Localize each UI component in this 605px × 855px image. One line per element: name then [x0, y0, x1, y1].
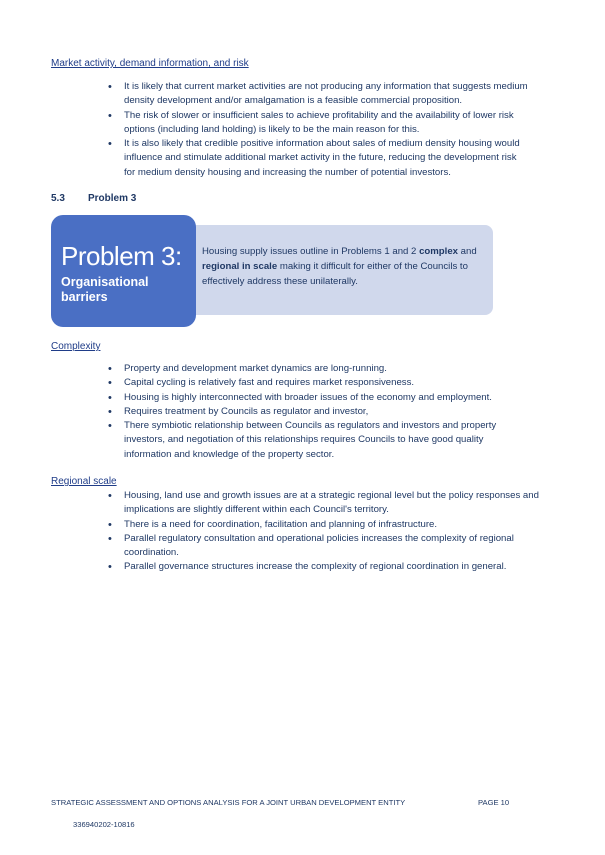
callout-text — [202, 244, 487, 289]
callout-text-part: Housing supply issues outline in Problems 1 and 2 — [202, 246, 420, 257]
section-label: Problem 3 — [88, 193, 137, 204]
callout-subtitle: Organisational barriers — [61, 275, 149, 304]
list-item: • Parallel regulatory consultation and operational policies increases the complexity of regional coordination. — [108, 532, 548, 561]
callout-title: Problem 3: — [61, 241, 182, 271]
list-item: • Requires treatment by Councils as regulator and investor, — [108, 405, 528, 419]
list-item: • There symbiotic relationship between Councils as regulators and investors and property investors, and negotiation of this relationships requires Councils to have good quality information and knowledge of the property sector. — [108, 419, 528, 462]
list-item: • It is also likely that credible positive information about sales of medium density housing would influence and stimulate additional market activity in the future, reducing the development risk for medium density housing and increasing the number of potential investors. — [108, 137, 528, 180]
callout-box — [51, 215, 196, 327]
footer-title: STRATEGIC ASSESSMENT AND OPTIONS ANALYSIS FOR A JOINT URBAN DEVELOPMENT ENTITY — [51, 798, 406, 807]
list-item: • Housing, land use and growth issues are at a strategic regional level but the policy responses and implications are slightly different within each Council's territory. — [108, 489, 548, 518]
regional-heading: Regional scale — [51, 476, 117, 487]
market-bullet-list — [108, 80, 528, 180]
section-title — [51, 193, 136, 204]
callout-text-part: making it difficult for either of the Councils to effectively address these unilaterally. — [202, 261, 468, 287]
list-item: • Capital cycling is relatively fast and requires market responsiveness. — [108, 376, 528, 390]
document-id: 336940202-10816 — [73, 820, 135, 829]
list-item: • It is likely that current market activities are not producing any information that suggests medium density development and/or amalgamation is a feasible commercial proposition. — [108, 80, 528, 109]
list-item: • Housing is highly interconnected with broader issues of the economy and employment. — [108, 391, 528, 405]
list-item: • The risk of slower or insufficient sales to achieve profitability and the availability of lower risk options (including land holding) is likely to be the main reason for this. — [108, 109, 528, 138]
list-item: • There is a need for coordination, facilitation and planning of infrastructure. — [108, 518, 548, 532]
complexity-heading: Complexity — [51, 341, 101, 352]
regional-bullet-list — [108, 489, 548, 575]
callout-bold-part: complex — [419, 246, 458, 257]
page-number: PAGE 10 — [478, 798, 510, 807]
callout-bold-part: regional in scale — [202, 261, 278, 272]
complexity-bullet-list — [108, 362, 528, 462]
market-heading: Market activity, demand information, and risk — [51, 58, 249, 69]
callout-text-part: and — [458, 246, 477, 257]
list-item: • Parallel governance structures increase the complexity of regional coordination in general. — [108, 560, 548, 574]
section-number: 5.3 — [51, 193, 65, 204]
list-item: • Property and development market dynamics are long-running. — [108, 362, 528, 376]
